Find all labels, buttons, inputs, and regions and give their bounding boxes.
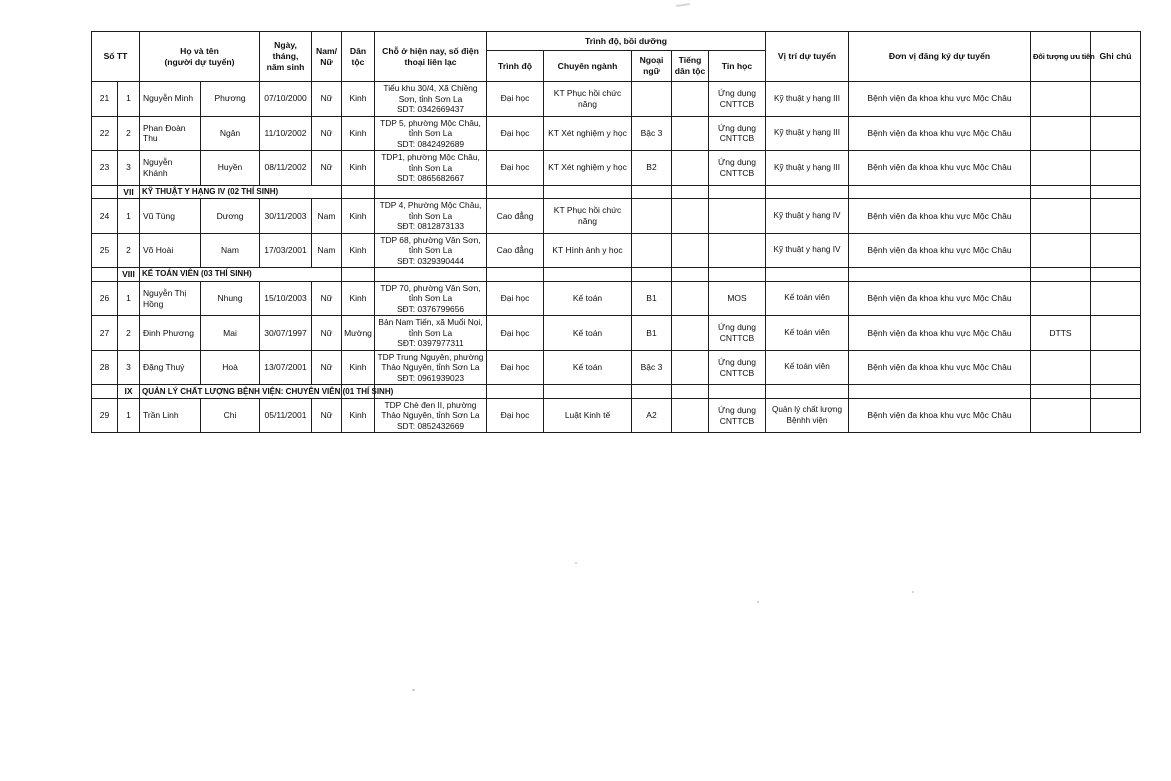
note-cell [1091, 398, 1141, 433]
address-text: TDP 70, phường Vân Sơn, tỉnh Sơn La [380, 282, 481, 304]
stt-cell: 23 [92, 151, 118, 186]
stt-cell: 26 [92, 281, 118, 316]
ethnic-language-cell [672, 316, 709, 351]
note-cell [1091, 281, 1141, 316]
phone-text: SĐT: 0961939023 [396, 372, 465, 383]
position-cell: Kế toán viên [766, 350, 849, 385]
header-dob [260, 32, 312, 82]
header-level: Trình độ [487, 51, 544, 82]
unit-cell: Bệnh viện đa khoa khu vực Mộc Châu [849, 151, 1031, 186]
section-title-cell: KỸ THUẬT Y HẠNG IV (02 THÍ SINH) [140, 185, 342, 199]
unit-cell: Bệnh viện đa khoa khu vực Mộc Châu [849, 233, 1031, 268]
scan-noise-speck [912, 591, 914, 593]
level-cell [487, 385, 544, 399]
header-it: Tin học [709, 51, 766, 82]
header-name [140, 32, 260, 82]
family-name-cell: Nguyễn Minh [140, 82, 201, 117]
header-gender: Nam/Nữ [312, 32, 342, 82]
it-cell: Ứng dụng CNTTCB [709, 316, 766, 351]
phone-text: SDT: 0865682667 [396, 173, 465, 183]
ethnic-language-cell [672, 398, 709, 433]
header-stt: Số TT [92, 32, 140, 82]
gender-cell: Nam [312, 199, 342, 234]
family-name-cell: Nguyễn Khánh [140, 151, 201, 186]
it-cell: MOS [709, 281, 766, 316]
note-cell [1091, 199, 1141, 234]
ethnic-language-cell [672, 233, 709, 268]
phone-text: SDT: 0342669437 [396, 104, 465, 114]
ethnicity-cell: Mường [342, 316, 375, 351]
dob-cell: 17/03/2001 [260, 233, 312, 268]
header-unit: Đơn vị đăng ký dự tuyển [849, 32, 1031, 82]
ethnic-language-cell [672, 268, 709, 282]
priority-cell [1031, 398, 1091, 433]
table-body [92, 82, 1141, 433]
header-ethnic-language: Tiếng dân tộc [672, 51, 709, 82]
family-name-cell: Võ Hoài [140, 233, 201, 268]
ethnicity-cell: Kinh [342, 82, 375, 117]
ethnicity-cell [342, 268, 375, 282]
table-row [92, 116, 1141, 151]
position-cell [766, 385, 849, 399]
stt-cell: 28 [92, 350, 118, 385]
given-name-cell: Huyền [201, 151, 260, 186]
note-cell [1091, 316, 1141, 351]
table-row [92, 316, 1141, 351]
note-cell [1091, 82, 1141, 117]
major-cell: Kế toán [544, 281, 632, 316]
family-name-cell: Phan Đoàn Thu [140, 116, 201, 151]
scan-noise-speck [757, 601, 759, 603]
position-cell: Kỹ thuật y hạng III [766, 151, 849, 186]
level-cell: Đại học [487, 316, 544, 351]
note-cell [1091, 116, 1141, 151]
position-cell: Kế toán viên [766, 316, 849, 351]
position-cell [766, 185, 849, 199]
header-ethnicity: Dân tộc [342, 32, 375, 82]
table-header [92, 32, 1141, 82]
language-cell [632, 233, 672, 268]
ethnic-language-cell [672, 82, 709, 117]
ethnic-language-cell [672, 151, 709, 186]
it-cell [709, 233, 766, 268]
ethnicity-cell: Kinh [342, 398, 375, 433]
given-name-cell: Dương [201, 199, 260, 234]
ethnicity-cell: Kinh [342, 116, 375, 151]
section-number-cell: VIII [118, 268, 140, 282]
major-cell: KT Xét nghiệm y học [544, 116, 632, 151]
language-cell [632, 268, 672, 282]
major-cell: KT Hình ảnh y học [544, 233, 632, 268]
address-cell [375, 116, 487, 151]
level-cell: Đại học [487, 151, 544, 186]
gender-cell: Nữ [312, 82, 342, 117]
position-cell: Kỹ thuật y hạng IV [766, 199, 849, 234]
header-note: Ghi chú [1091, 32, 1141, 82]
family-name-cell: Nguyễn Thị Hồng [140, 281, 201, 316]
ethnicity-cell: Kinh [342, 151, 375, 186]
note-cell [1091, 268, 1141, 282]
stt-cell: 21 [92, 82, 118, 117]
major-cell [544, 268, 632, 282]
major-cell: Luật Kinh tế [544, 398, 632, 433]
priority-cell [1031, 116, 1091, 151]
it-cell [709, 268, 766, 282]
sub-number-cell: 2 [118, 316, 140, 351]
header-dob-line2: năm sinh [266, 61, 305, 72]
ethnicity-cell: Kinh [342, 233, 375, 268]
note-cell [1091, 233, 1141, 268]
dob-cell: 30/11/2003 [260, 199, 312, 234]
note-cell [1091, 185, 1141, 199]
stt-cell [92, 268, 118, 282]
header-address: Chỗ ở hiện nay, số điện thoại liên lạc [375, 32, 487, 82]
sub-number-cell: 2 [118, 233, 140, 268]
table-row [92, 233, 1141, 268]
unit-cell: Bệnh viện đa khoa khu vực Mộc Châu [849, 281, 1031, 316]
header-major: Chuyên ngành [544, 51, 632, 82]
address-cell [375, 151, 487, 186]
language-cell: Bậc 3 [632, 116, 672, 151]
phone-text: SĐT: 0376799656 [396, 303, 465, 314]
header-name-line2: (người dự tuyển) [164, 56, 235, 67]
priority-cell [1031, 268, 1091, 282]
stt-cell: 29 [92, 398, 118, 433]
it-cell: Ứng dụng CNTTCB [709, 82, 766, 117]
level-cell: Đại học [487, 281, 544, 316]
address-cell [375, 281, 487, 316]
level-cell [487, 268, 544, 282]
level-cell [487, 185, 544, 199]
given-name-cell: Hoà [201, 350, 260, 385]
sub-number-cell: 3 [118, 350, 140, 385]
section-title-cell: QUẢN LÝ CHẤT LƯỢNG BỆNH VIỆN: CHUYÊN VIÊN (01 THÍ SINH) [140, 385, 342, 399]
priority-cell [1031, 233, 1091, 268]
header-language: Ngoại ngữ [632, 51, 672, 82]
gender-cell: Nữ [312, 151, 342, 186]
major-cell: KT Xét nghiệm y học [544, 151, 632, 186]
table-row [92, 151, 1141, 186]
address-text: TDP 5, phường Mộc Châu, tỉnh Sơn La [380, 117, 481, 138]
gender-cell: Nữ [312, 116, 342, 151]
family-name-cell: Vũ Tùng [140, 199, 201, 234]
address-text: TDP1, phường Mộc Châu, tỉnh Sơn La [381, 152, 480, 173]
table-row [92, 199, 1141, 234]
section-number-cell: VII [118, 185, 140, 199]
language-cell: Bậc 3 [632, 350, 672, 385]
unit-cell: Bệnh viện đa khoa khu vực Mộc Châu [849, 350, 1031, 385]
level-cell: Cao đẳng [487, 233, 544, 268]
position-cell [766, 268, 849, 282]
position-cell: Kỹ thuật y hạng III [766, 116, 849, 151]
major-cell [544, 385, 632, 399]
table-row [92, 82, 1141, 117]
language-cell: B2 [632, 151, 672, 186]
section-row [92, 268, 1141, 282]
ethnic-language-cell [672, 185, 709, 199]
language-cell [632, 82, 672, 117]
ethnicity-cell: Kinh [342, 281, 375, 316]
unit-cell: Bệnh viện đa khoa khu vực Mộc Châu [849, 199, 1031, 234]
unit-cell: Bệnh viện đa khoa khu vực Mộc Châu [849, 316, 1031, 351]
section-row [92, 385, 1141, 399]
ethnicity-cell: Kinh [342, 350, 375, 385]
level-cell: Đại học [487, 398, 544, 433]
given-name-cell: Mai [201, 316, 260, 351]
address-text: Bản Nam Tiến, xã Muổi Nọi, tỉnh Sơn La [378, 317, 483, 338]
language-cell: A2 [632, 398, 672, 433]
position-cell: Kỹ thuật y hạng IV [766, 233, 849, 268]
dob-cell: 08/11/2002 [260, 151, 312, 186]
table-row [92, 350, 1141, 385]
priority-cell: DTTS [1031, 316, 1091, 351]
sub-number-cell: 1 [118, 199, 140, 234]
stt-cell: 27 [92, 316, 118, 351]
note-cell [1091, 350, 1141, 385]
it-cell [709, 185, 766, 199]
gender-cell: Nữ [312, 281, 342, 316]
major-cell: Kế toán [544, 316, 632, 351]
priority-cell [1031, 281, 1091, 316]
it-cell: Ứng dụng CNTTCB [709, 151, 766, 186]
it-cell [709, 385, 766, 399]
it-cell: Ứng dụng CNTTCB [709, 398, 766, 433]
section-number-cell: IX [118, 385, 140, 399]
level-cell: Đại học [487, 82, 544, 117]
it-cell: Ứng dụng CNTTCB [709, 116, 766, 151]
header-position: Vị trí dự tuyển [766, 32, 849, 82]
address-text: TDP 68, phường Vân Sơn, tỉnh Sơn La [380, 234, 481, 256]
given-name-cell: Phương [201, 82, 260, 117]
it-cell: Ứng dụng CNTTCB [709, 350, 766, 385]
unit-cell [849, 268, 1031, 282]
ethnic-language-cell [672, 199, 709, 234]
ethnic-language-cell [672, 385, 709, 399]
phone-text: SDT: 0842492689 [396, 138, 465, 149]
level-cell: Đại học [487, 350, 544, 385]
stt-cell [92, 185, 118, 199]
major-cell: KT Phục hồi chức năng [544, 82, 632, 117]
phone-text: SĐT: 0812873133 [396, 221, 465, 232]
note-cell [1091, 151, 1141, 186]
priority-cell [1031, 82, 1091, 117]
address-text: TDP Trung Nguyên, phường Thảo Nguyên, tỉnh Sơn La [377, 351, 484, 373]
unit-cell [849, 185, 1031, 199]
address-cell [375, 350, 487, 385]
candidate-roster-table [91, 31, 1141, 433]
address-text: TDP Chè đen II, phường Thảo Nguyên, tỉnh Sơn La [381, 399, 480, 421]
header-qualification-group: Trình độ, bồi dưỡng [487, 32, 766, 51]
major-cell: Kế toán [544, 350, 632, 385]
ethnicity-cell: Kinh [342, 199, 375, 234]
dob-cell: 05/11/2001 [260, 398, 312, 433]
major-cell [544, 185, 632, 199]
stt-cell: 24 [92, 199, 118, 234]
address-cell [375, 398, 487, 433]
sub-number-cell: 2 [118, 116, 140, 151]
position-cell: Quản lý chất lượng Bệnhh viện [766, 398, 849, 433]
position-cell: Kỹ thuật y hạng III [766, 82, 849, 117]
level-cell: Đại học [487, 116, 544, 151]
level-cell: Cao đẳng [487, 199, 544, 234]
priority-cell [1031, 385, 1091, 399]
address-text: Tiểu khu 30/4, Xã Chiềng Sơn, tỉnh Sơn La [383, 83, 478, 104]
family-name-cell: Đinh Phương [140, 316, 201, 351]
ethnic-language-cell [672, 281, 709, 316]
priority-cell [1031, 151, 1091, 186]
stt-cell [92, 385, 118, 399]
unit-cell [849, 385, 1031, 399]
header-name-line1: Họ và tên [180, 45, 219, 56]
table-row [92, 398, 1141, 433]
dob-cell: 13/07/2001 [260, 350, 312, 385]
family-name-cell: Trần Linh [140, 398, 201, 433]
address-cell [375, 82, 487, 117]
stt-cell: 22 [92, 116, 118, 151]
gender-cell: Nữ [312, 398, 342, 433]
dob-cell: 07/10/2000 [260, 82, 312, 117]
language-cell: B1 [632, 281, 672, 316]
priority-cell [1031, 199, 1091, 234]
language-cell: B1 [632, 316, 672, 351]
language-cell [632, 199, 672, 234]
gender-cell: Nữ [312, 316, 342, 351]
ethnic-language-cell [672, 116, 709, 151]
phone-text: SĐT: 0397977311 [397, 338, 464, 349]
section-title-cell: KẾ TOÁN VIÊN (03 THÍ SINH) [140, 268, 342, 282]
address-cell [375, 233, 487, 268]
scan-noise-speck [676, 3, 690, 7]
language-cell [632, 385, 672, 399]
major-cell: KT Phục hồi chức năng [544, 199, 632, 234]
priority-cell [1031, 185, 1091, 199]
address-cell [375, 268, 487, 282]
phone-text: SĐT: 0329390444 [396, 255, 465, 266]
header-priority: Đối tượng ưu tiên [1031, 32, 1091, 82]
dob-cell: 30/07/1997 [260, 316, 312, 351]
header-dob-line1: Ngày, tháng, [272, 40, 299, 62]
sub-number-cell: 1 [118, 82, 140, 117]
stt-cell: 25 [92, 233, 118, 268]
gender-cell: Nam [312, 233, 342, 268]
scan-noise-speck [575, 562, 577, 564]
position-cell: Kế toán viên [766, 281, 849, 316]
gender-cell: Nữ [312, 350, 342, 385]
sub-number-cell: 1 [118, 281, 140, 316]
sub-number-cell: 3 [118, 151, 140, 186]
language-cell [632, 185, 672, 199]
it-cell [709, 199, 766, 234]
dob-cell: 15/10/2003 [260, 281, 312, 316]
ethnic-language-cell [672, 350, 709, 385]
address-cell [375, 185, 487, 199]
given-name-cell: Nhung [201, 281, 260, 316]
address-cell [375, 316, 487, 351]
unit-cell: Bệnh viện đa khoa khu vực Mộc Châu [849, 398, 1031, 433]
table-row [92, 281, 1141, 316]
address-cell [375, 199, 487, 234]
priority-cell [1031, 350, 1091, 385]
unit-cell: Bệnh viện đa khoa khu vực Mộc Châu [849, 116, 1031, 151]
address-text: TDP 4, Phường Mộc Châu, tỉnh Sơn La [379, 200, 482, 221]
unit-cell: Bệnh viện đa khoa khu vực Mộc Châu [849, 82, 1031, 117]
sub-number-cell: 1 [118, 398, 140, 433]
dob-cell: 11/10/2002 [260, 116, 312, 151]
note-cell [1091, 385, 1141, 399]
section-row [92, 185, 1141, 199]
scan-noise-speck [412, 689, 415, 691]
ethnicity-cell [342, 185, 375, 199]
given-name-cell: Chi [201, 398, 260, 433]
given-name-cell: Nam [201, 233, 260, 268]
phone-text: SDT: 0852432669 [396, 420, 465, 431]
family-name-cell: Đặng Thuý [140, 350, 201, 385]
given-name-cell: Ngân [201, 116, 260, 151]
